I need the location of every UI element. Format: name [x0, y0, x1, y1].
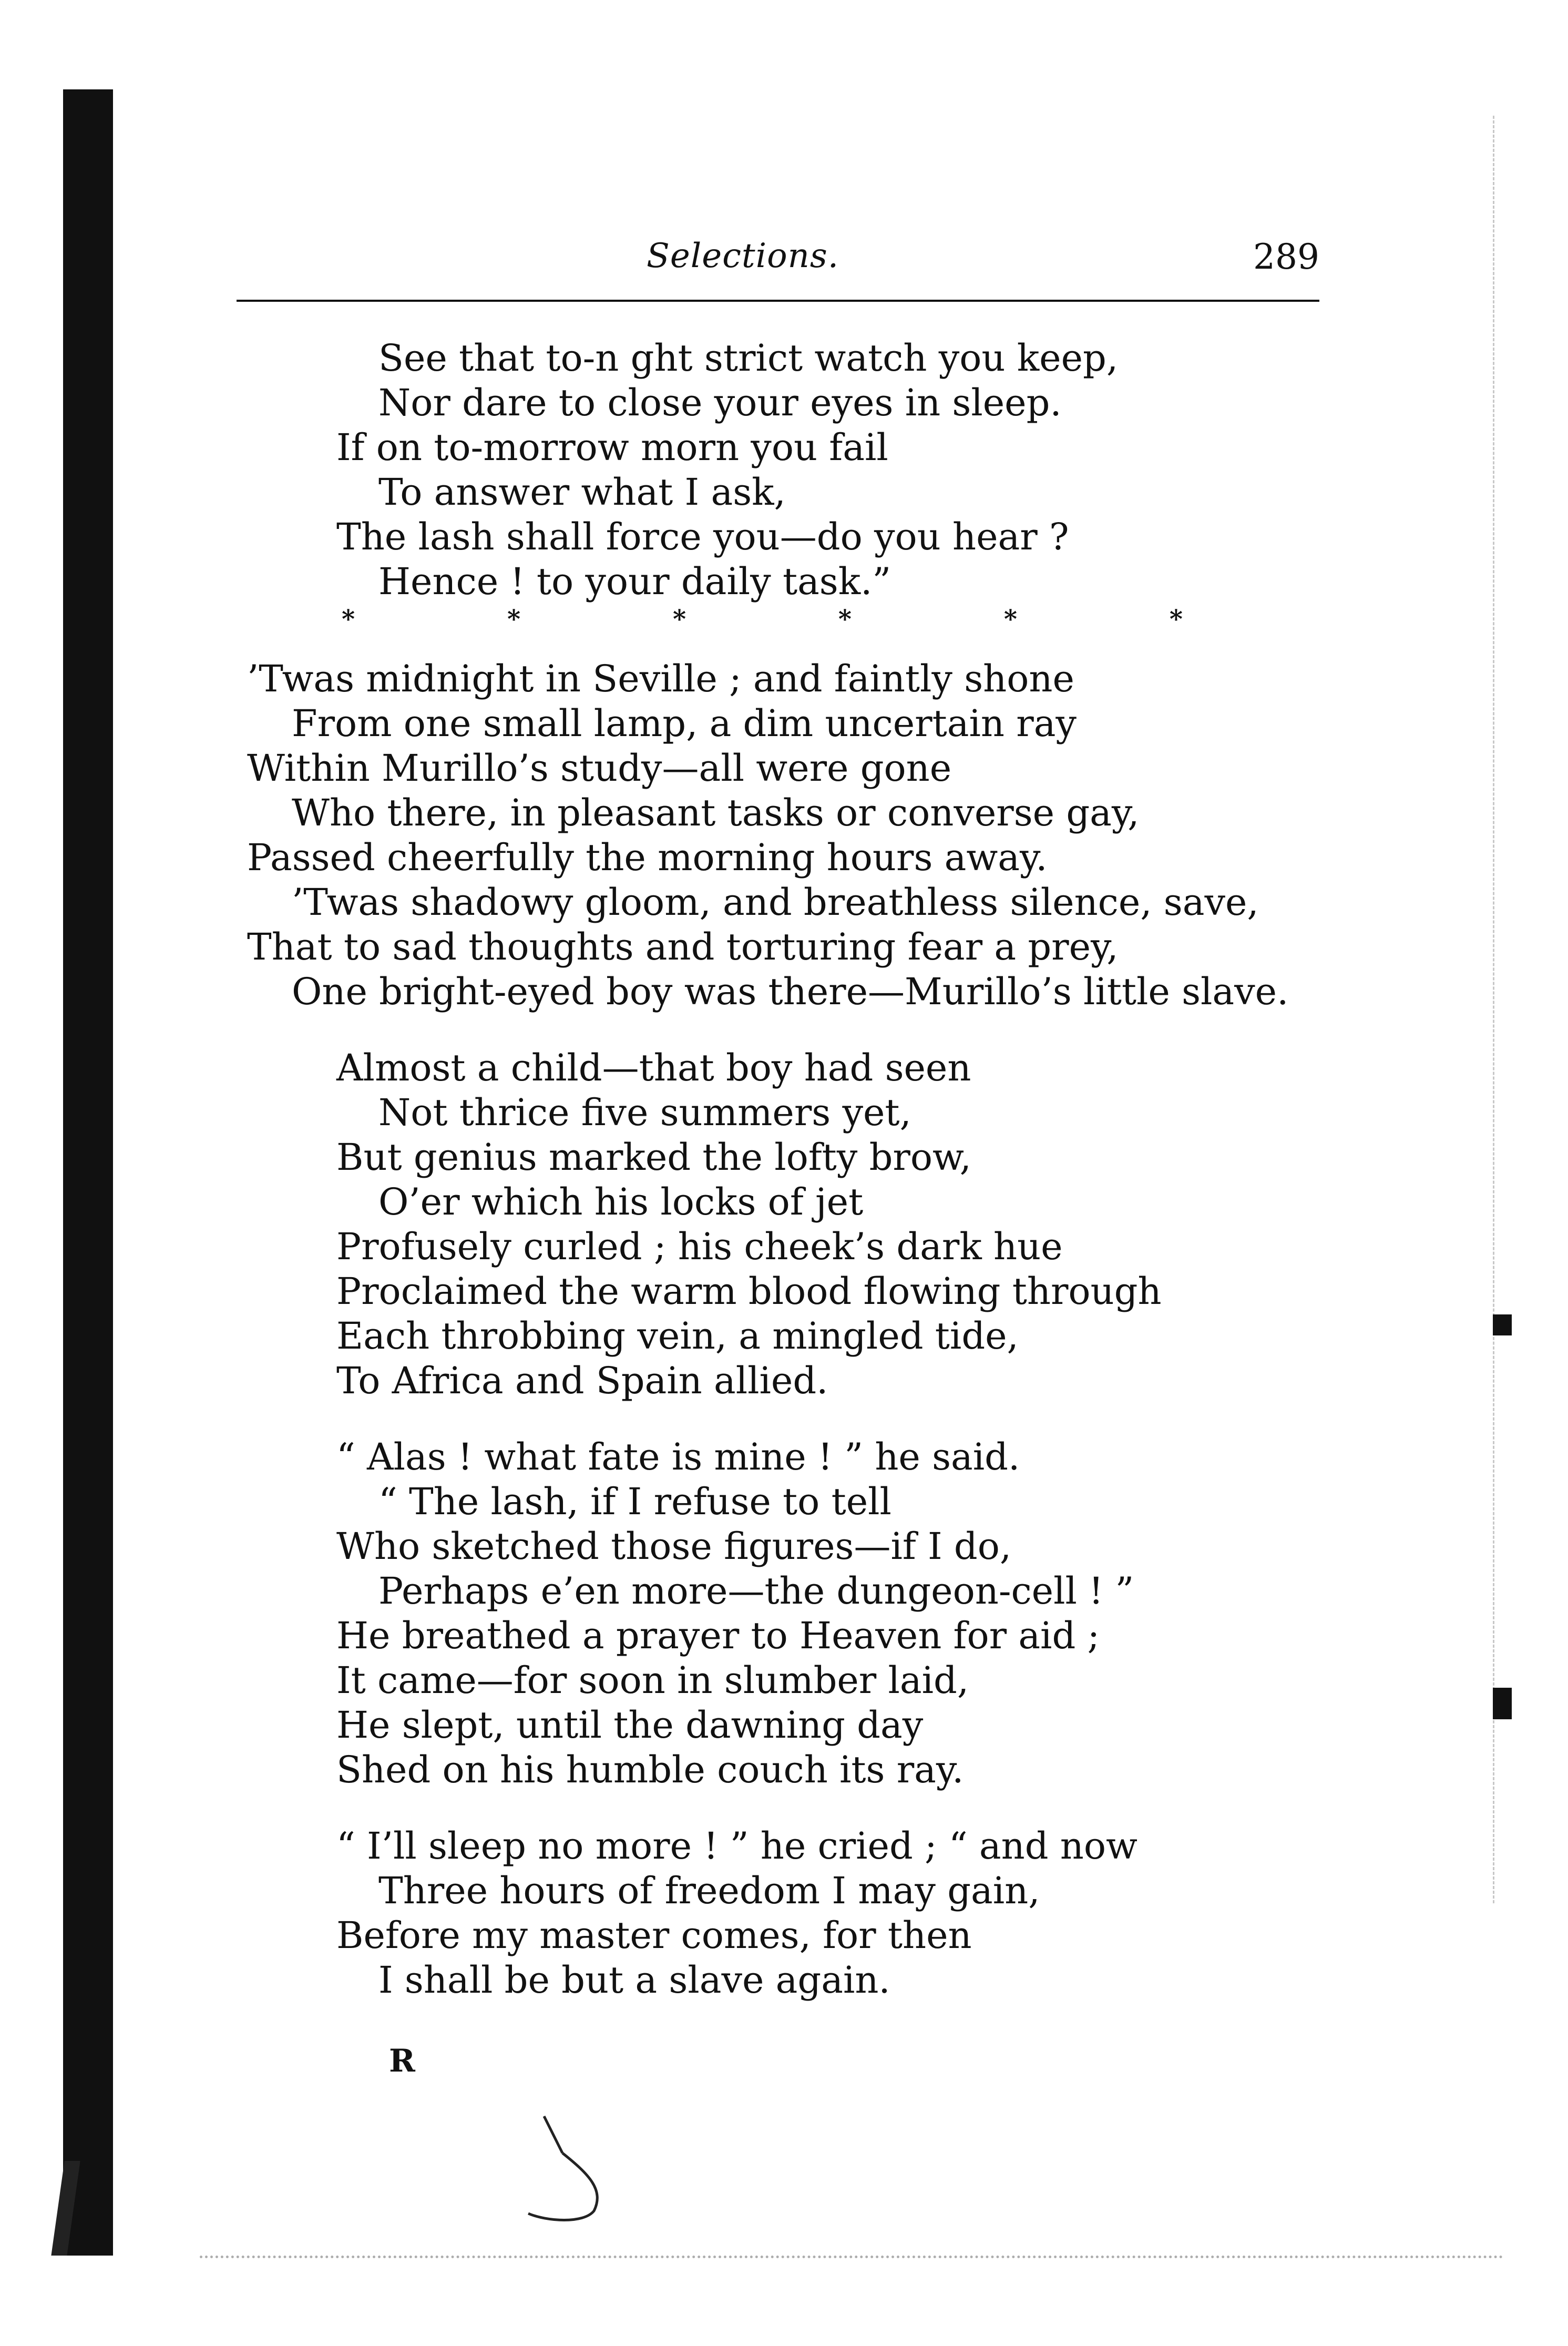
poem-line: Hence ! to your daily task.”	[378, 560, 891, 603]
poem-line: ’Twas midnight in Seville ; and faintly shone	[247, 657, 1074, 700]
section-separator	[342, 605, 1183, 634]
asterisk: *	[342, 605, 355, 634]
stray-pen-mark	[526, 2114, 641, 2229]
poem-line: Passed cheerfully the morning hours away.	[247, 836, 1048, 879]
asterisk: *	[1169, 605, 1183, 634]
poem-line: One bright-eyed boy was there—Murillo’s little slave.	[292, 970, 1289, 1013]
poem-line: To Africa and Spain allied.	[336, 1359, 828, 1402]
poem-line: ’Twas shadowy gloom, and breathless silence, save,	[292, 881, 1259, 924]
asterisk: *	[1003, 605, 1017, 634]
poem-line: He breathed a prayer to Heaven for aid ;	[336, 1614, 1100, 1657]
poem-line: “ The lash, if I refuse to tell	[378, 1480, 891, 1523]
poem-line: Within Murillo’s study—all were gone	[247, 747, 952, 790]
poem-line: But genius marked the lofty brow,	[336, 1136, 971, 1179]
poem-line: Perhaps e’en more—the dungeon-cell ! ”	[378, 1569, 1134, 1613]
asterisk: *	[507, 605, 521, 634]
poem-line: See that to-n ght strict watch you keep,	[378, 336, 1119, 380]
poem-line: Who there, in pleasant tasks or converse gay,	[292, 791, 1140, 834]
poem-line: It came—for soon in slumber laid,	[336, 1659, 969, 1702]
running-title: Selections.	[647, 237, 839, 276]
poem-line: If on to-morrow morn you fail	[336, 426, 888, 469]
poem-line: Almost a child—that boy had seen	[336, 1046, 971, 1089]
poem-line: Shed on his humble couch its ray.	[336, 1748, 964, 1791]
asterisk: *	[672, 605, 686, 634]
poem-line: He slept, until the dawning day	[336, 1704, 924, 1747]
poem-line: Not thrice five summers yet,	[378, 1091, 911, 1134]
poem-line: To answer what I ask,	[378, 471, 786, 514]
poem-line: Each throbbing vein, a mingled tide,	[336, 1314, 1019, 1358]
poem-line: O’er which his locks of jet	[378, 1180, 864, 1223]
poem-line: That to sad thoughts and torturing fear a prey,	[247, 925, 1119, 968]
catchword: R	[389, 2043, 415, 2079]
page-number: 289	[1253, 237, 1319, 277]
poem-line: Proclaimed the warm blood flowing through	[336, 1270, 1162, 1313]
asterisk: *	[838, 605, 852, 634]
poem-line: Profusely curled ; his cheek’s dark hue	[336, 1225, 1063, 1268]
poem-line: “ Alas ! what fate is mine ! ” he said.	[336, 1435, 1020, 1478]
poem-line: Three hours of freedom I may gain,	[378, 1869, 1040, 1912]
poem-line: Nor dare to close your eyes in sleep.	[378, 381, 1062, 424]
poem-line: Before my master comes, for then	[336, 1914, 972, 1957]
poem-line: The lash shall force you—do you hear ?	[336, 515, 1069, 558]
poem-line: “ I’ll sleep no more ! ” he cried ; “ and now	[336, 1824, 1137, 1868]
poem-line: Who sketched those figures—if I do,	[336, 1525, 1012, 1568]
poem-line: From one small lamp, a dim uncertain ray	[292, 702, 1077, 745]
poem-line: I shall be but a slave again.	[378, 1959, 890, 2002]
